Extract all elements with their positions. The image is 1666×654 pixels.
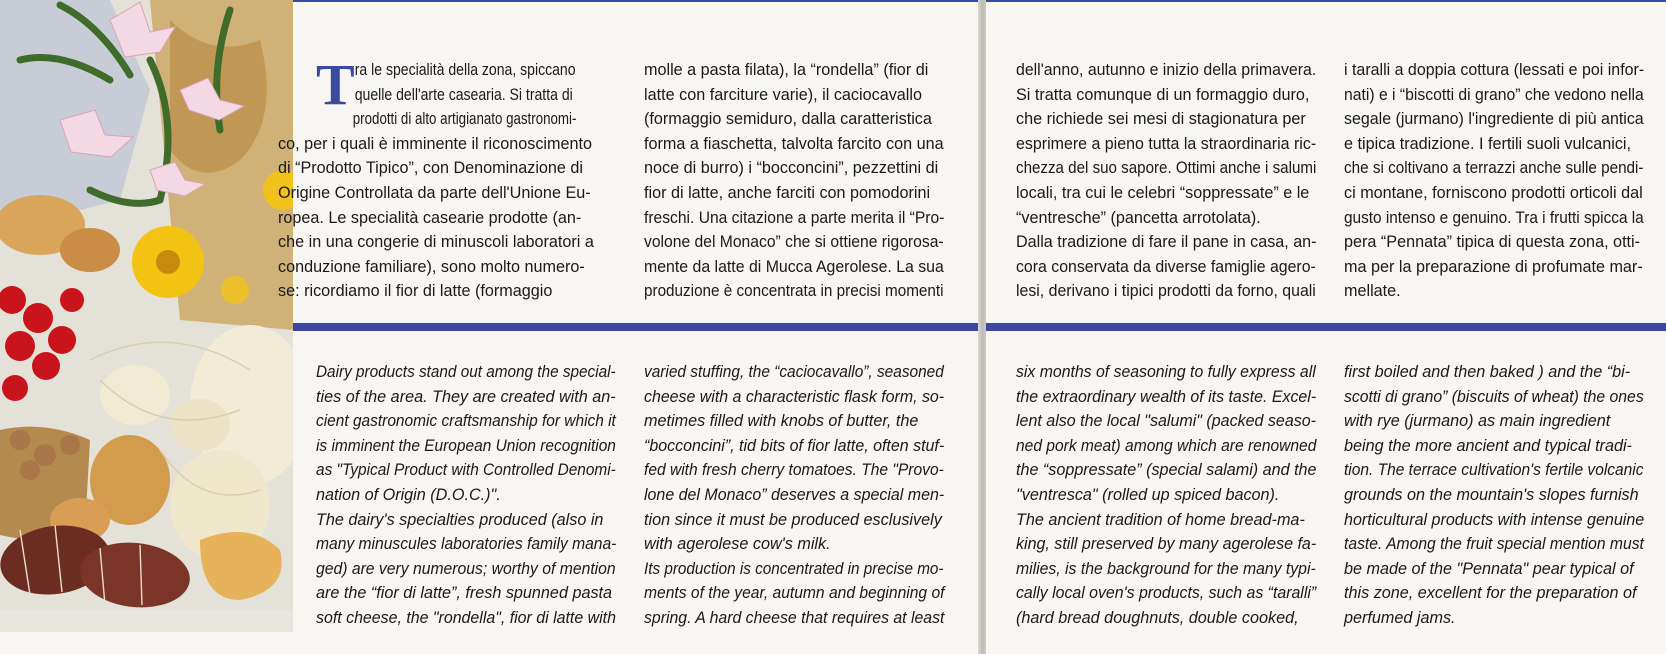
text-line: cally local oven's products, such as “taralli”: [1016, 584, 1317, 603]
english-column-4: [1344, 360, 1644, 631]
text-line: freschi. Una citazione a parte merita il “Pro-: [644, 208, 945, 227]
text-line: nati) e i “biscotti di grano” che vedono nella: [1344, 85, 1644, 104]
text-line: Its production is concentrated in precise mo-: [644, 559, 944, 578]
text-line: are the “fior di latte”, fresh spunned pasta: [316, 584, 613, 603]
text-line: The dairy's specialties produced (also in: [316, 510, 604, 529]
text-line: Dalla tradizione di fare il pane in casa, an-: [1016, 233, 1317, 252]
text-line: milies, is the background for the many typi-: [1016, 559, 1316, 578]
text-line: this zone, excellent for the preparation of: [1344, 584, 1637, 603]
english-column-2: [644, 360, 944, 631]
text-line: being the more ancient and typical tradi-: [1344, 436, 1632, 455]
text-line: latte con farciture varie), il caciocavallo: [644, 85, 923, 104]
text-line: ci montane, forniscono prodotti orticoli dal: [1344, 183, 1643, 202]
text-line: esprimere a pieno tutta la straordinaria ric-: [1016, 134, 1317, 153]
text-line: molle a pasta filata), la “rondella” (fior di: [644, 61, 929, 79]
text-line: ned pork meat) among which are renowned: [1016, 436, 1317, 455]
text-line: volone del Monaco” che si ottiene rigorosa-: [644, 233, 944, 252]
text-line: ged) are very numerous; worthy of mention: [316, 559, 616, 578]
text-line: se: ricordiamo il fior di latte (formaggio: [278, 282, 553, 301]
text-line: lesi, derivano i tipici prodotti da forno, quali: [1016, 282, 1316, 301]
text-line: dell'anno, autunno e inizio della primavera.: [1016, 61, 1317, 79]
text-line: ments of the year, autumn and beginning of: [644, 584, 945, 603]
text-line: taste. Among the fruit special mention must: [1344, 535, 1644, 554]
text-line: chezza del suo sapore. Ottimi anche i salumi: [1016, 159, 1317, 178]
text-line: che richiede sei mesi di stagionatura per: [1016, 110, 1306, 129]
english-column-1: [316, 360, 616, 631]
text-line: (hard bread doughnuts, double cooked,: [1016, 608, 1299, 627]
text-line: is imminent the European Union recognition: [316, 436, 616, 455]
text-line: the “soppressate” (special salami) and the: [1016, 461, 1317, 480]
top-rule-left: [293, 0, 980, 2]
text-line: scotti di grano” (biscuits of wheat) the ones: [1344, 387, 1644, 406]
text-line: Si tratta comunque di un formaggio duro,: [1016, 85, 1310, 104]
text-line: che si coltivano a terrazzi anche sulle pendi-: [1344, 159, 1644, 178]
text-line: cora conservata da diverse famiglie agero-: [1016, 257, 1316, 276]
text-line: as "Typical Product with Controlled Denomi-: [316, 461, 616, 480]
text-line: The ancient tradition of home bread-ma-: [1016, 510, 1305, 529]
text-line: six months of seasoning to fully express all: [1016, 363, 1316, 381]
text-line: fed with fresh cherry tomatoes. The "Provo-: [644, 461, 944, 480]
text-line: with rye (jurmano) as main ingredient: [1344, 412, 1611, 431]
text-line: “ventresche” (pancetta arrotolata).: [1016, 208, 1261, 227]
text-line: segale (jurmano) l'ingrediente di più antica: [1344, 110, 1644, 129]
text-line: Dairy products stand out among the special-: [316, 363, 616, 381]
text-line: perfumed jams.: [1344, 608, 1456, 627]
drop-cap: T: [316, 52, 355, 117]
product-photo-illustration: [0, 0, 293, 632]
text-line: pera “Pennata” tipica di questa zona, otti-: [1344, 233, 1641, 252]
text-line: lent also the local "salumi" (packed seaso-: [1016, 412, 1317, 431]
text-line: king, still preserved by many agerolese fa-: [1016, 535, 1317, 554]
text-line: prodotti di alto artigianato gastronomi-: [352, 110, 577, 129]
text-line: nation of Origin (D.O.C.)".: [316, 485, 501, 504]
text-line: lone del Monaco” deserves a special men-: [644, 485, 945, 504]
text-line: ra le specialità della zona, spiccano: [354, 61, 576, 79]
italian-column-4: [1344, 58, 1644, 304]
text-line: cheese with a characteristic flask form, so-: [644, 387, 945, 406]
text-line: first boiled and then baked ) and the “bi-: [1344, 363, 1631, 381]
text-line: grounds on the mountain's slopes furnish: [1344, 485, 1639, 504]
text-line: i taralli a doppia cottura (lessati e poi infor-: [1344, 61, 1645, 79]
text-line: noce di burro) i “bocconcini”, pezzettini di: [644, 159, 939, 178]
text-line: horticultural products with intense genuine: [1344, 510, 1645, 529]
text-line: di “Prodotto Tipico”, con Denominazione di: [278, 159, 584, 178]
text-line: produzione è concentrata in precisi momenti: [644, 282, 944, 301]
text-line: forma a fiaschetta, talvolta farcito con una: [644, 134, 944, 153]
text-line: che in una congerie di minuscoli laboratori a: [278, 233, 594, 252]
text-line: mellate.: [1344, 282, 1401, 301]
text-line: with agerolese cow's milk.: [644, 535, 831, 554]
text-line: ma per la preparazione di profumate mar-: [1344, 257, 1643, 276]
italian-column-3: [1016, 58, 1316, 304]
text-line: (formaggio semiduro, dalla caratteristica: [644, 110, 932, 129]
text-line: cient gastronomic craftsmanship for which it: [316, 412, 616, 431]
text-line: the extraordinary wealth of its taste. Excel-: [1016, 387, 1317, 406]
text-line: metimes filled with knobs of butter, the: [644, 412, 919, 431]
text-line: "ventresca" (rolled up spiced bacon).: [1016, 485, 1280, 504]
text-line: tion since it must be produced esclusively: [644, 510, 942, 529]
text-line: quelle dell'arte casearia. Si tratta di: [354, 85, 573, 104]
text-line: fior di latte, anche farciti con pomodorini: [644, 183, 931, 202]
text-line: soft cheese, the "rondella", fior di latte with: [316, 608, 616, 627]
text-line: mente da latte di Mucca Agerolese. La sua: [644, 257, 944, 276]
text-line: ropea. Le specialità casearie prodotte (an-: [278, 208, 582, 227]
text-line: be made of the "Pennata" pear typical of: [1344, 559, 1634, 578]
text-line: locali, tra cui le celebri “soppressate” e le: [1016, 183, 1310, 202]
divider-rule-right: [986, 323, 1666, 331]
italian-column-1: [278, 52, 616, 304]
right-page: [986, 0, 1666, 654]
text-line: ties of the area. They are created with an-: [316, 387, 616, 406]
text-line: conduzione familiare), sono molto numero-: [278, 257, 585, 276]
divider-rule-left: [293, 323, 980, 331]
text-line: tion. The terrace cultivation's fertile volcanic: [1344, 461, 1644, 480]
text-line: spring. A hard cheese that requires at least: [644, 608, 945, 627]
text-line: Origine Controllata da parte dell'Unione Eu-: [278, 183, 591, 202]
text-line: “bocconcini”, tid bits of fior latte, often stuf-: [644, 436, 945, 455]
english-column-3: [1016, 360, 1316, 631]
top-rule-right: [986, 0, 1666, 2]
product-photo: [0, 0, 293, 632]
text-line: co, per i quali è imminente il riconoscimento: [278, 134, 592, 153]
text-line: varied stuffing, the “caciocavallo”, seasoned: [644, 363, 944, 381]
text-line: gusto intenso e genuino. Tra i frutti spicca la: [1344, 208, 1644, 227]
italian-column-2: [644, 58, 944, 304]
text-line: e tipica tradizione. I fertili suoli vulcanici,: [1344, 134, 1632, 153]
text-line: many minuscules laboratories family mana-: [316, 535, 617, 554]
